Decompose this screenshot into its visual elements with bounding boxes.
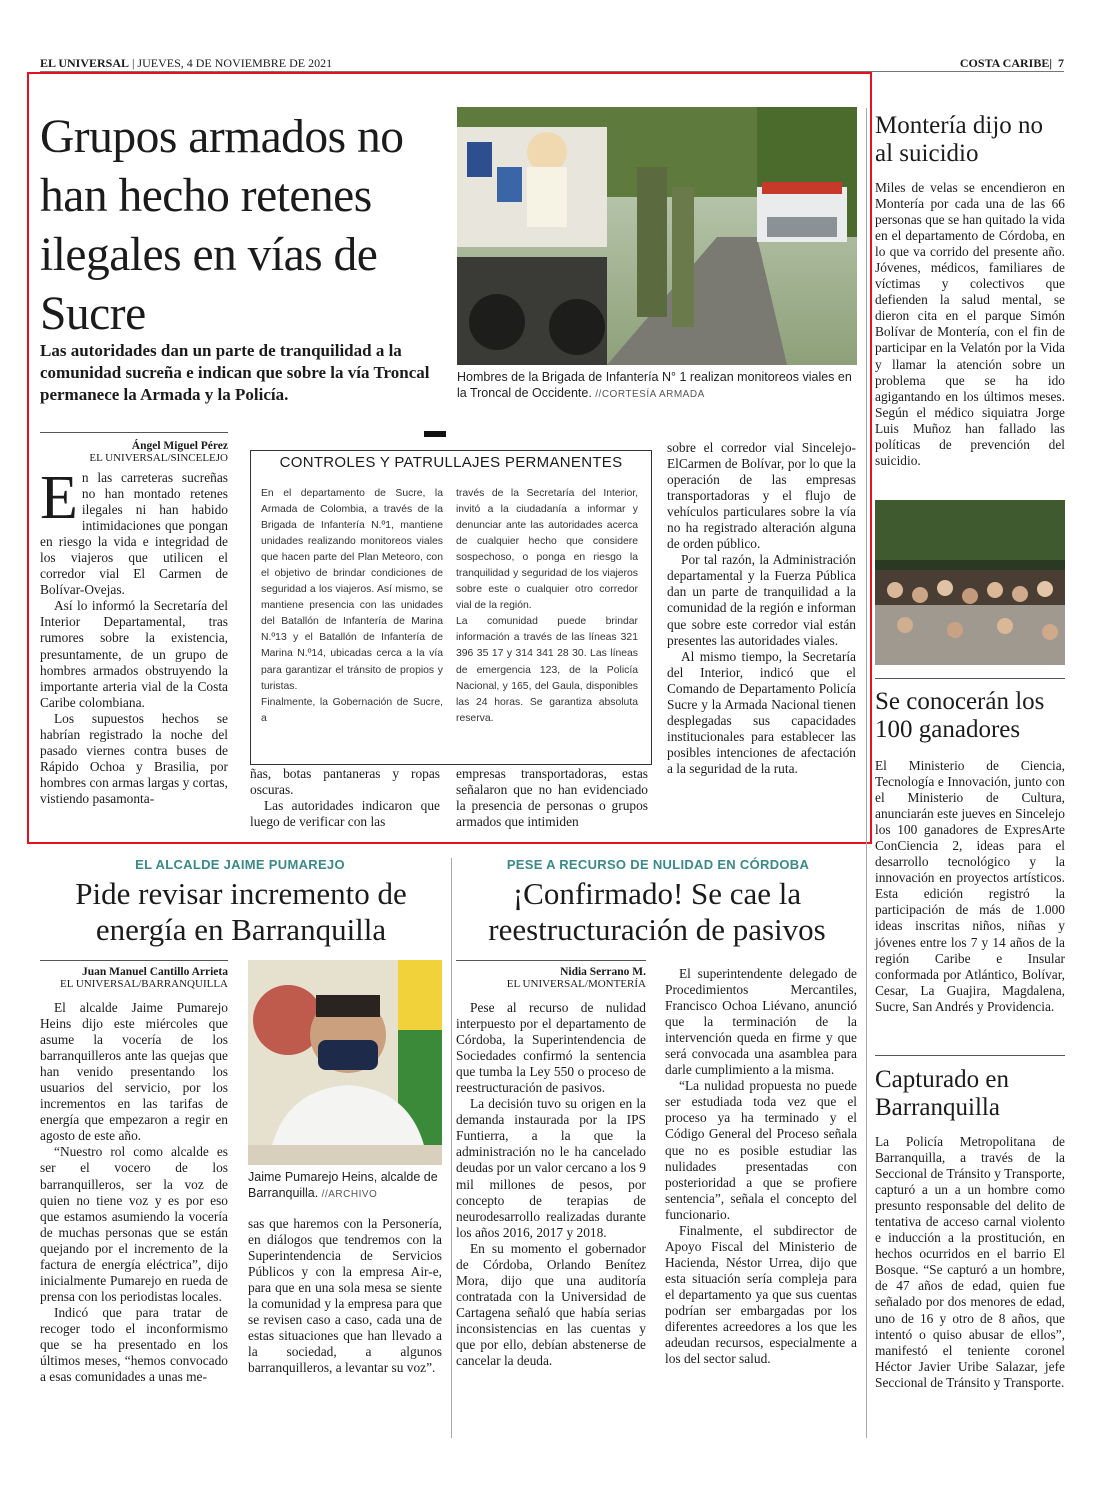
mayor-portrait-image bbox=[248, 960, 442, 1165]
brief-winners: Se conocerán los 100 ganadores El Ministerio de Ciencia, Tecnología e Innovación, junto con el Ministerio de Cultura, anunciarán este jueves en Sincelejo los 100 ganadores de ExpresArte ConCiencia 2, ideas para el desarrollo tecnológico y la innovación en proyectos artísticos. Esta edición registró la participación de más de 1.000 ideas inscritas niños, niñas y jóvenes entre los 7 y 14 años de la región Caribe e Insular conformada por Atlántico, Bolívar, Cesar, La Guajira, Magdalena, Sucre, San Andrés y Providencia. bbox=[875, 688, 1065, 1014]
story3-headline: ¡Confirmado! Se cae la reestructuración de pasivos bbox=[488, 876, 826, 947]
lead-headline: Grupos armados no han hecho retenes ilegales en vías de Sucre bbox=[40, 111, 404, 340]
lead-photo-caption bbox=[457, 370, 855, 402]
page-number: 7 bbox=[1058, 56, 1064, 70]
lead-photo bbox=[457, 107, 857, 365]
story3-column-1: Pese al recurso de nulidad interpuesto por el departamento de Córdoba, la Superintendencia de Sociedades confirmó la sentencia que tumba la Ley 550 o proceso de reestructuración de pasivos. La decisión tuvo su origen en la demanda instaurada por la IPS Funtierra, a la que la administración no le ha cancelado deudas por un valor cercano a los 9 mil millones de pesos, por concepto de terapias de neurodesarrollo realizadas durante los años 2016, 2017 y 2018. En su momento el gobernador de Córdoba, Orlando Benítez Mora, dijo que una auditoría contratada con la Universidad de Cartagena señaló que había serias inconsistencias en las cuentas y que por ello, debían abstenerse de cancelar la deuda. bbox=[456, 1000, 646, 1369]
crowd-image bbox=[875, 500, 1065, 665]
mayor-photo bbox=[248, 960, 442, 1165]
lead-column-1: En las carreteras sucreñas no han montado retenes ilegales ni han habido intimidaciones que pongan en riesgo la vida e integridad de los viajeros que utilicen el corredor vial El Carmen de Bolívar-Ovejas. Así lo informó la Secretaría del Interior Departamental, tras rumores sobre la existencia, presuntamente, de un grupo de hombres armados obstruyendo la importante arteria vial de la Costa Caribe colombiana. Los supuestos hechos se habrían registrado la noche del pasado viernes contra buses de Rápido Ochoa y Brasilia, por hombres con armas largas y cortas, vistiendo pasamonta- bbox=[40, 470, 228, 806]
drop-cap: E bbox=[40, 470, 78, 532]
brief-title: Capturado en Barranquilla bbox=[875, 1066, 1009, 1121]
box-column-2: través de la Secretaría del Interior, invitó a la ciudadanía a informar y denunciar ante las autoridades acerca de cualquier hecho que considere sospechoso, o ponga en riesgo la tranquilidad y seguridad de los viajeros sobre este o cualquier otro corredor vial de la región. La comunidad puede brindar información a través de las líneas 321 396 35 17 y 314 341 28 30. Las líneas de emergencia 123, de la Policía Nacional, y 165, del Gaula, disponibles las 24 horas. Se garantiza absoluta reserva. bbox=[456, 488, 638, 724]
story2-headline: Pide revisar incremento de energía en Barranquilla bbox=[75, 876, 407, 947]
brief-capture: Capturado en Barranquilla La Policía Metropolitana de Barranquilla, a través de la Seccional de Tránsito y Transporte, capturó a un a un hombre como presunto responsable del delito de tentativa de acceso carnal violento e inducción a la prostitución, en hechos ocurridos en el barrio El Bosque. “Se capturó a un hombre, de 47 años de edad, quien fue señalado por dos menores de edad, uno de 16 y otro de 8 años, que intentó o quiso abusar de ellos”, manifestó el teniente coronel Héctor Javier Uribe Salazar, jefe Seccional de Tránsito y Transporte. bbox=[875, 1066, 1065, 1390]
lead-column-4: sobre el corredor vial Sincelejo-ElCarmen de Bolívar, por lo que la operación de las empresas transportadoras y el flujo de vehículos particulares sobre la vía no ha registrado alteración alguna de orden público. Por tal razón, la Administración departamental y la Fuerza Pública dan un parte de tranquilidad a la comunidad de la región e informan que sobre este corredor vial están presentes las autoridades viales. Al mismo tiempo, la Secretaría del Interior, indicó que el Comando de Departamento Policía Sucre y la Armada Nacional tienen desplegadas sus capacidades institucionales para establecer las posibles intenciones de afectación a la seguridad de la ruta. bbox=[667, 440, 856, 776]
lead-deck: Las autoridades dan un parte de tranquilidad a la comunidad sucreña e indican que sobre la vía Troncal permanece la Armada y la Policía. bbox=[40, 341, 430, 404]
vigil-photo bbox=[875, 500, 1065, 665]
story3-byline: Nidia Serrano M. EL UNIVERSAL/MONTERÍA bbox=[506, 966, 646, 990]
story3-kicker: PESE A RECURSO DE NULIDAD EN CÓRDOBA bbox=[506, 857, 810, 872]
story2-column-2: sas que haremos con la Personería, en diálogos que tendremos con la Superintendencia de Servicios Públicos y con la empresa Air-e, para que en una sola mesa se siente la comunidad y la empresa para que se revisen caso a caso, cada una de estas situaciones que han llevado a la sociedad, a algunos barranquilleros, a levantar su voz”. bbox=[248, 1216, 442, 1376]
page-date: | JUEVES, 4 DE NOVIEMBRE DE 2021 bbox=[132, 56, 333, 70]
brief-title: Montería dijo no al suicidio bbox=[875, 112, 1044, 167]
lead-byline bbox=[40, 440, 228, 464]
photo-credit: //CORTESÍA ARMADA bbox=[595, 388, 705, 400]
lead-column-3: empresas transportadoras, estas señalaron que no han evidenciado la presencia de personas o grupos armados que intimiden bbox=[456, 766, 648, 830]
box-title: CONTROLES Y PATRULLAJES PERMANENTES bbox=[279, 454, 623, 471]
brief-title: Se conocerán los 100 ganadores bbox=[875, 688, 1045, 743]
page-header bbox=[40, 56, 1064, 72]
lead-column-2: ñas, botas pantaneras y ropas oscuras. Las autoridades indicaron que luego de verificar con las bbox=[250, 766, 440, 830]
box-column-1: En el departamento de Sucre, la Armada de Colombia, a través de la Brigada de Infantería N.º1, mantiene unidades realizando monitoreos viales que hacen parte del Plan Meteoro, con el objetivo de brindar condiciones de seguridad a los viajeros. Así mismo, se mantiene presencia con las unidades del Batallón de Infantería de Marina N.º13 y el Batallón de Infantería de Marina N.º14, ubicadas cerca a la vía para garantizar el tránsito de propios y turistas. Finalmente, la Gobernación de Sucre, a bbox=[261, 488, 443, 724]
story2-kicker: EL ALCALDE JAIME PUMAREJO bbox=[135, 857, 345, 872]
story2-column-1: El alcalde Jaime Pumarejo Heins dijo este miércoles que asume la vocería de los barranquilleros ante las quejas que han venido presentando los usuarios del servicio, por los incrementos en las tarifas de energía que empezaron a regir en agosto de este año. “Nuestro rol como alcalde es ser el vocero de los barranquilleros, ser la voz de quien no tiene voz y es por eso que estamos asumiendo la vocería de muchas personas que se están quejando por el incremento de la factura de energía eléctrica”, dijo inicialmente Pumarejo en rueda de prensa con los periodistas locales. Indicó que para tratar de recoger todo el inconformismo que se ha presentado en los últimos meses, “hemos convocado a esas comunidades a unas me- bbox=[40, 1000, 228, 1385]
story2-byline: Juan Manuel Cantillo Arrieta EL UNIVERSAL/BARRANQUILLA bbox=[60, 966, 228, 990]
author-name: Ángel Miguel Pérez bbox=[131, 440, 228, 452]
sidebar-box bbox=[250, 450, 652, 765]
soldiers-road-image bbox=[457, 107, 857, 365]
mayor-photo-caption: Jaime Pumarejo Heins, alcalde de Barranquilla. //ARCHIVO bbox=[248, 1170, 438, 1200]
caption-text: Hombres de la Brigada de Infantería N° 1 realizan monitoreos viales en la Troncal de Occidente. bbox=[457, 370, 852, 400]
brief-suicide: Montería dijo no al suicidio Miles de velas se encendieron en Montería por cada una de las 66 personas que se han quitado la vida en el departamento de Córdoba, en lo que va corrido del presente año. Jóvenes, médicos, familiares de víctimas y colectivos que defienden la salud mental, se dieron cita en el parque Simón Bolívar de Montería, con el fin de participar en la Velatón por la Vida y llamar la atención sobre un problema que se ha ido agigantando en los últimos meses. Según el médico siquiatra Jorge Luis Muñoz han fallado las políticas de prevención del suicidio. bbox=[875, 112, 1065, 468]
story3-column-2: El superintendente delegado de Procedimientos Mercantiles, Francisco Ochoa Liévano, anunció que la terminación de la intervención queda en firme y que será convocada una asamblea para darle cumplimiento a la misma. “La nulidad propuesta no puede ser estudiada toda vez que el proceso ya ha terminado y el Código General del Proceso señala que no es posible estudiar las nulidades presentadas con posterioridad a que se profiere sentencia”, señala el concepto del funcionario. Finalmente, el subdirector de Apoyo Fiscal del Ministerio de Hacienda, Néstor Urrea, dijo que esta situación sería compleja para el departamento ya que sus cuentas podrían ser embargadas por los diferentes acreedores a los que les adeudan recursos, especialmente a los del sector salud. bbox=[665, 966, 857, 1367]
author-org: EL UNIVERSAL/SINCELEJO bbox=[89, 452, 228, 464]
section-name: COSTA CARIBE| bbox=[959, 56, 1052, 70]
paper-name: EL UNIVERSAL bbox=[40, 56, 130, 70]
